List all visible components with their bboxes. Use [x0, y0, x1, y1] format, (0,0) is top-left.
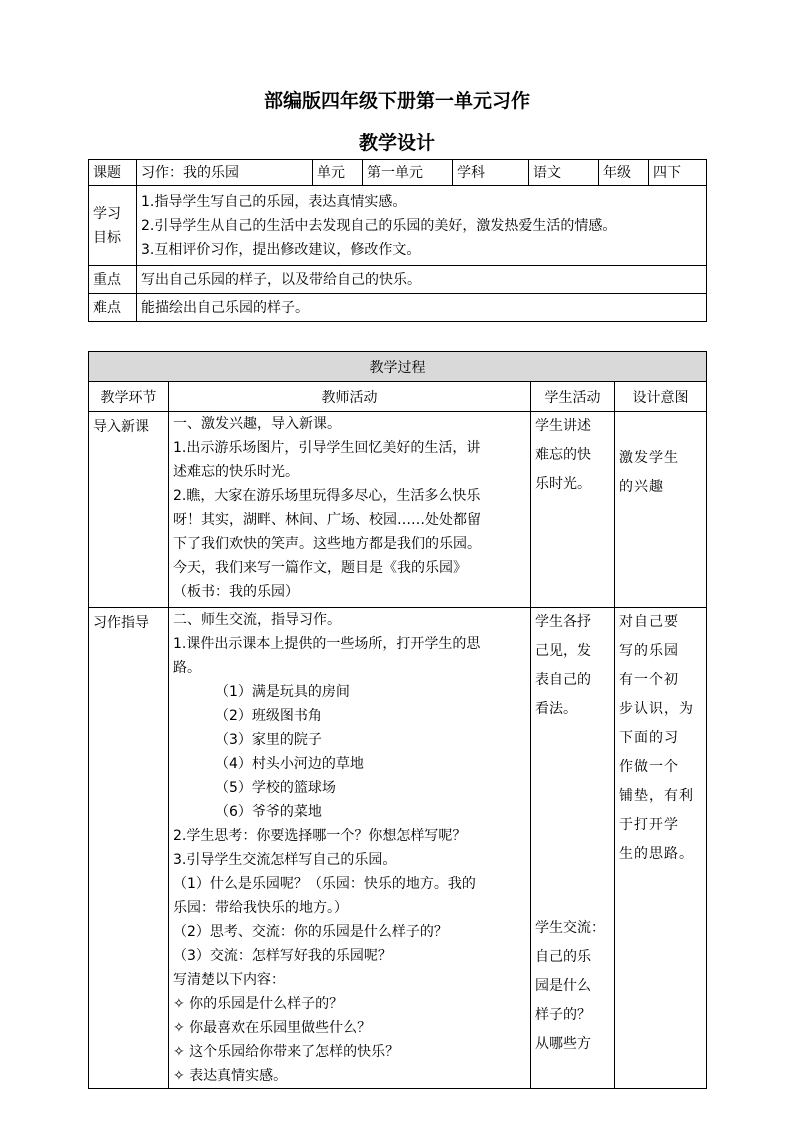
- teacher-line: （6）爷爷的菜地: [215, 804, 322, 820]
- student-line: 难忘的快: [535, 447, 591, 463]
- teacher-line: 乐园：带给我快乐的地方。）: [173, 900, 348, 916]
- info-table: [88, 159, 707, 322]
- header-student: 学生活动: [531, 382, 615, 412]
- stage-guidance: 习作指导: [89, 608, 169, 1089]
- student-line: 学生各抒: [535, 614, 591, 630]
- teacher-line: ✧ 你最喜欢在乐园里做些什么？: [173, 1020, 372, 1036]
- teacher-line: ✧ 表达真情实感。: [173, 1068, 288, 1084]
- teacher-line: 下了我们欢快的笑声。这些地方都是我们的乐园。: [173, 536, 481, 552]
- goals-label-line: 学习: [93, 205, 121, 222]
- student-line: 从哪些方: [535, 1036, 591, 1052]
- goals-list: [137, 186, 707, 266]
- header-purpose: 设计意图: [615, 382, 707, 412]
- document-subtitle: 教学设计: [358, 132, 435, 154]
- purpose-line: 写的乐园: [619, 643, 679, 659]
- teacher-line: （板书：我的乐园）: [173, 584, 299, 600]
- student-line: 自己的乐: [535, 949, 591, 965]
- stage-intro: 导入新课: [89, 412, 169, 608]
- table-row: [89, 608, 707, 1089]
- student-line: 园是什么: [535, 978, 591, 994]
- teacher-line: （1）满是玩具的房间: [215, 684, 350, 700]
- teacher-line: 写清楚以下内容：: [173, 972, 285, 988]
- teacher-activity-intro: [169, 412, 531, 608]
- teacher-line: 呀！其实，湖畔、林间、广场、校园……处处都留: [173, 512, 481, 528]
- purpose-line: 有一个初: [619, 672, 679, 688]
- student-line: 表自己的: [535, 672, 591, 688]
- teacher-line: 2.学生思考：你要选择哪一个？你想怎样写呢？: [173, 828, 467, 844]
- student-line: 样子的？: [535, 1007, 591, 1023]
- teacher-line: 3.引导学生交流怎样写自己的乐园。: [173, 852, 397, 868]
- student-activity-guidance: [531, 608, 615, 1089]
- difficulty-value: 能描绘出自己乐园的样子。: [137, 294, 707, 322]
- grade-label: 年级: [599, 160, 649, 186]
- teacher-line: ✧ 你的乐园是什么样子的？: [173, 996, 344, 1012]
- difficulty-label: 难点: [89, 294, 137, 322]
- teacher-line: 述难忘的快乐时光。: [173, 464, 299, 480]
- unit-value: 第一单元: [363, 160, 453, 186]
- student-activity-intro: [531, 412, 615, 608]
- table-row: [89, 412, 707, 608]
- header-stage: 教学环节: [89, 382, 169, 412]
- purpose-line: 激发学生: [619, 450, 679, 466]
- teacher-line: （5）学校的篮球场: [215, 780, 336, 796]
- teacher-line: 路。: [173, 660, 201, 676]
- student-gap: [535, 724, 610, 914]
- teacher-line: ✧ 这个乐园给你带来了怎样的快乐？: [173, 1044, 400, 1060]
- process-table: [88, 351, 707, 1089]
- teacher-line: 一、激发兴趣，导入新课。: [173, 416, 341, 432]
- purpose-line: 下面的习: [619, 730, 679, 746]
- teacher-line: 今天，我们来写一篇作文，题目是《我的乐园》: [173, 560, 467, 576]
- purpose-line: 步认识，为: [619, 701, 694, 717]
- teacher-line: （2）班级图书角: [215, 708, 322, 724]
- purpose-line: 铺垫，有利: [619, 788, 694, 804]
- topic-value: 习作：我的乐园: [137, 160, 313, 186]
- student-line: 学生交流：: [535, 920, 605, 936]
- student-line: 学生讲述: [535, 418, 591, 434]
- teacher-line: （1）什么是乐园呢？（乐园：快乐的地方。我的: [173, 876, 476, 892]
- goals-label: [89, 186, 137, 266]
- teacher-line: 2.瞧，大家在游乐场里玩得多尽心，生活多么快乐: [173, 488, 481, 504]
- teacher-line: 二、师生交流，指导习作。: [173, 612, 341, 628]
- teacher-line: （4）村头小河边的草地: [215, 756, 364, 772]
- grade-value: 四下: [649, 160, 707, 186]
- teacher-line: （2）思考、交流：你的乐园是什么样子的？: [173, 924, 448, 940]
- student-line: 乐时光。: [535, 476, 591, 492]
- purpose-line: 于打开学: [619, 817, 679, 833]
- student-line: 己见，发: [535, 643, 591, 659]
- teacher-line: 1.出示游乐场图片，引导学生回忆美好的生活，讲: [173, 440, 481, 456]
- purpose-line: 生的思路。: [619, 846, 694, 862]
- goal-item: 1.指导学生写自己的乐园，表达真情实感。: [141, 193, 407, 210]
- subject-label: 学科: [453, 160, 529, 186]
- key-point-value: 写出自己乐园的样子，以及带给自己的快乐。: [137, 266, 707, 294]
- teacher-activity-guidance: [169, 608, 531, 1089]
- purpose-guidance: [615, 608, 707, 1089]
- header-teacher: 教师活动: [169, 382, 531, 412]
- goals-label-line: 目标: [93, 229, 121, 246]
- purpose-line: 对自己要: [619, 614, 679, 630]
- document-title: 部编版四年级下册第一单元习作: [263, 90, 530, 112]
- key-point-label: 重点: [89, 266, 137, 294]
- student-line: 看法。: [535, 701, 577, 717]
- teacher-line: （3）交流：怎样写好我的乐园呢？: [173, 948, 392, 964]
- teacher-line: （3）家里的院子: [215, 732, 322, 748]
- teacher-line: 1.课件出示课本上提供的一些场所，打开学生的思: [173, 636, 481, 652]
- process-section-title: 教学过程: [89, 352, 707, 382]
- purpose-line: 作做一个: [619, 759, 679, 775]
- unit-label: 单元: [313, 160, 363, 186]
- subject-value: 语文: [529, 160, 599, 186]
- topic-label: 课题: [89, 160, 137, 186]
- goal-item: 3.互相评价习作，提出修改建议，修改作文。: [141, 241, 421, 258]
- goal-item: 2.引导学生从自己的生活中去发现自己的乐园的美好，激发热爱生活的情感。: [141, 217, 617, 234]
- purpose-intro: [615, 412, 707, 608]
- purpose-line: 的兴趣: [619, 479, 664, 495]
